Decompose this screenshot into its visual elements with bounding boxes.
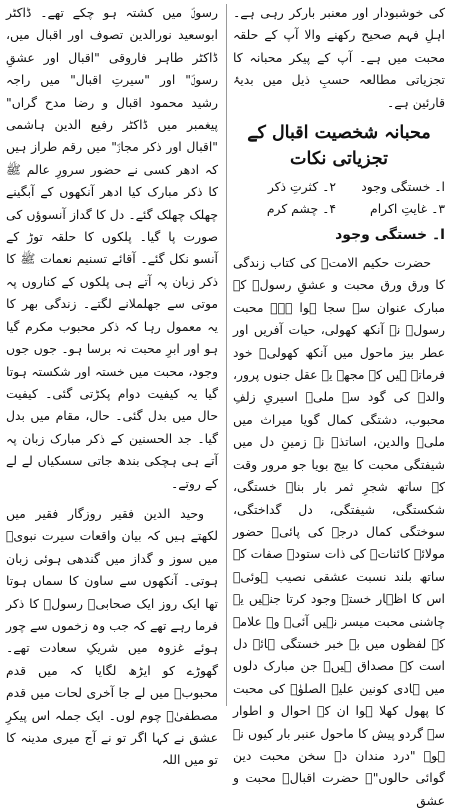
body-paragraph: وحید الدین فقیر روزگار فقیر میں لکھتے ہیں کہ بیان واقعات سیرت نبویؐ میں سوز و گداز میں گندھی ہوئی زبان ہوتی۔ آنکھوں سے ساون کا سماں ہوتا تھا ایک روز ایک صحابیؓ رسولؐ کا ذکر فرما رہے تھے کہ جب وہ زخموں سے چور ہوئے غزوہ میں شریکِ سعادت تھے۔ گھوڑے کو ایڑھ لگایا کہ میں قدم محبوبؐ میں لے جا آخری لحات میں قدم مصطفیٰؐ چوم لوں۔ ایک جملہ اس پیکرِ عشق نے کہا اگر تو نے آج میری مدینہ کا تو میں اللہ — [6, 505, 218, 768]
body-paragraph: رسولؐ میں کشتہ ہو چکے تھے۔ ڈاکٹر ابوسعید نورالدین تصوف اور اقبال میں، ڈاکٹر طاہر فاروقی "اقبال اور عشقِ رسولؐ" اور "سیرتِ اقبال" میں راجہ رشید محمود اقبال و رضا مدح گراں" پیغمبر میں ڈاکٹر رفیع الدین ہاشمی "اقبال اور ذکر مجازؐ" میں رقم طراز ہیں کہ ادھر کسی نے حضور سرورِ عالم ﷺ کا ذکر مبارک کیا ادھر آنکھوں کے آبگینے چھلک چھلک گئے۔ دل کا گداز آنسوؤں کی صورت پا گیا۔ پلکوں کا حلقہ توڑ کے آنسو نکل گئے۔ آقائے تسنیم نعمات ﷺ کا ذکر زبان پہ آتے ہی پلکوں کے کناروں پہ موتی سے جھلملانے لگتے۔ زندگی بھر کا یہ معمول رہا کہ ذکر محبوب مکرم گیا ہو اور ابرِ محبت نہ برسا ہو۔ جوں جوں وجود، محبت میں خستہ اور شکستہ ہوتا گیا یہ کیفیت دوام پکڑتی گئی۔ کیفیت حال میں بدل گئی۔ حال، مقام میں بدل گیا۔ جد الحسنین کے ذکر مبارک زبان پہ آتے ہی ہچکی بندھ جاتی سسکیاں لے لے کے روتے۔ — [6, 5, 218, 491]
point-item: ۳۔ غایتِ اکرام — [370, 201, 445, 217]
point-item: ۴۔ چشم کرم — [266, 201, 336, 217]
left-column — [6, 2, 218, 768]
subsection-heading: ا۔ خستگی وجود — [335, 227, 445, 244]
column-divider — [226, 4, 227, 706]
point-item: ۲۔ کثرتِ ذکر — [267, 179, 336, 195]
body-paragraph: حضرت حکیم الامتؒ کی کتاب زندگی کا ورق ورق محبت و عشقِ رسولؐ کے مبارک عنوان سے سجا ہوا ہے۔ محبت رسولؐ نے آنکھ کھولی، حیات آفریں اور عطر بیز ماحول میں آنکھ کھولی۔ خود فرماتے ہیں کہ مجھے یہ عقل جنوں پرور، والدہ کی گود سے ملی۔ اسیریِ زلفِ محبوب، دشتگی کمال گویا میراث میں ملی۔ والدین، اساتذہ نے زمینِ دل میں شیفتگی محبت کا بیج بویا جو مرور وقت کے ساتھ شجرِ ثمر بار بنا۔ خستگی، شکستگی، شیفتگی، دل گداختگی، سوختگی کمال درجے کی پائی۔ حضور مولائے کائناتؐ کی ذات ستودہ صفات کے ساتھ بلند نسبت عشقی نصیب ہوئی۔ اس کا اظہار خستہ وجود کرتا جنہیں یہ چاشنی محبت میسر نہیں آئی۔ وہ علامہ کے لفظوں میں بے خبر خستگی ہائے دل است کے مصداق ہیں۔ جن مبارک دلوں میں ہادی کونین علیہ الصلوٰۃ کی محبت کا پھول کھلا ہوا ان کے احوال و اطوار سے گردو پیش کا ماحول عنبر بار کیوں نہ ہو۔ "درد مندان دے سخن محبت دین گوائی حالوں"۔ حضرت اقبالؒ محبت و عشق — [233, 255, 445, 808]
intro-paragraph: کی خوشبودار اور معنبر بارکر رہی ہے۔ اہلِ فہم صحیح رکھنے والا آپ کے حلقہ محبت میں ہے۔ آپ کے پیکر محبانہ کا تجزیاتی مطالعہ حسبِ ذیل میں بدیۂ قارئین ہے۔ — [233, 5, 445, 110]
right-column — [233, 2, 445, 808]
points-list — [233, 176, 445, 220]
point-item: ا۔ خستگی وجود — [361, 179, 445, 195]
section-heading: محبانہ شخصیت اقبال کے تجزیاتی نکات — [247, 123, 431, 170]
